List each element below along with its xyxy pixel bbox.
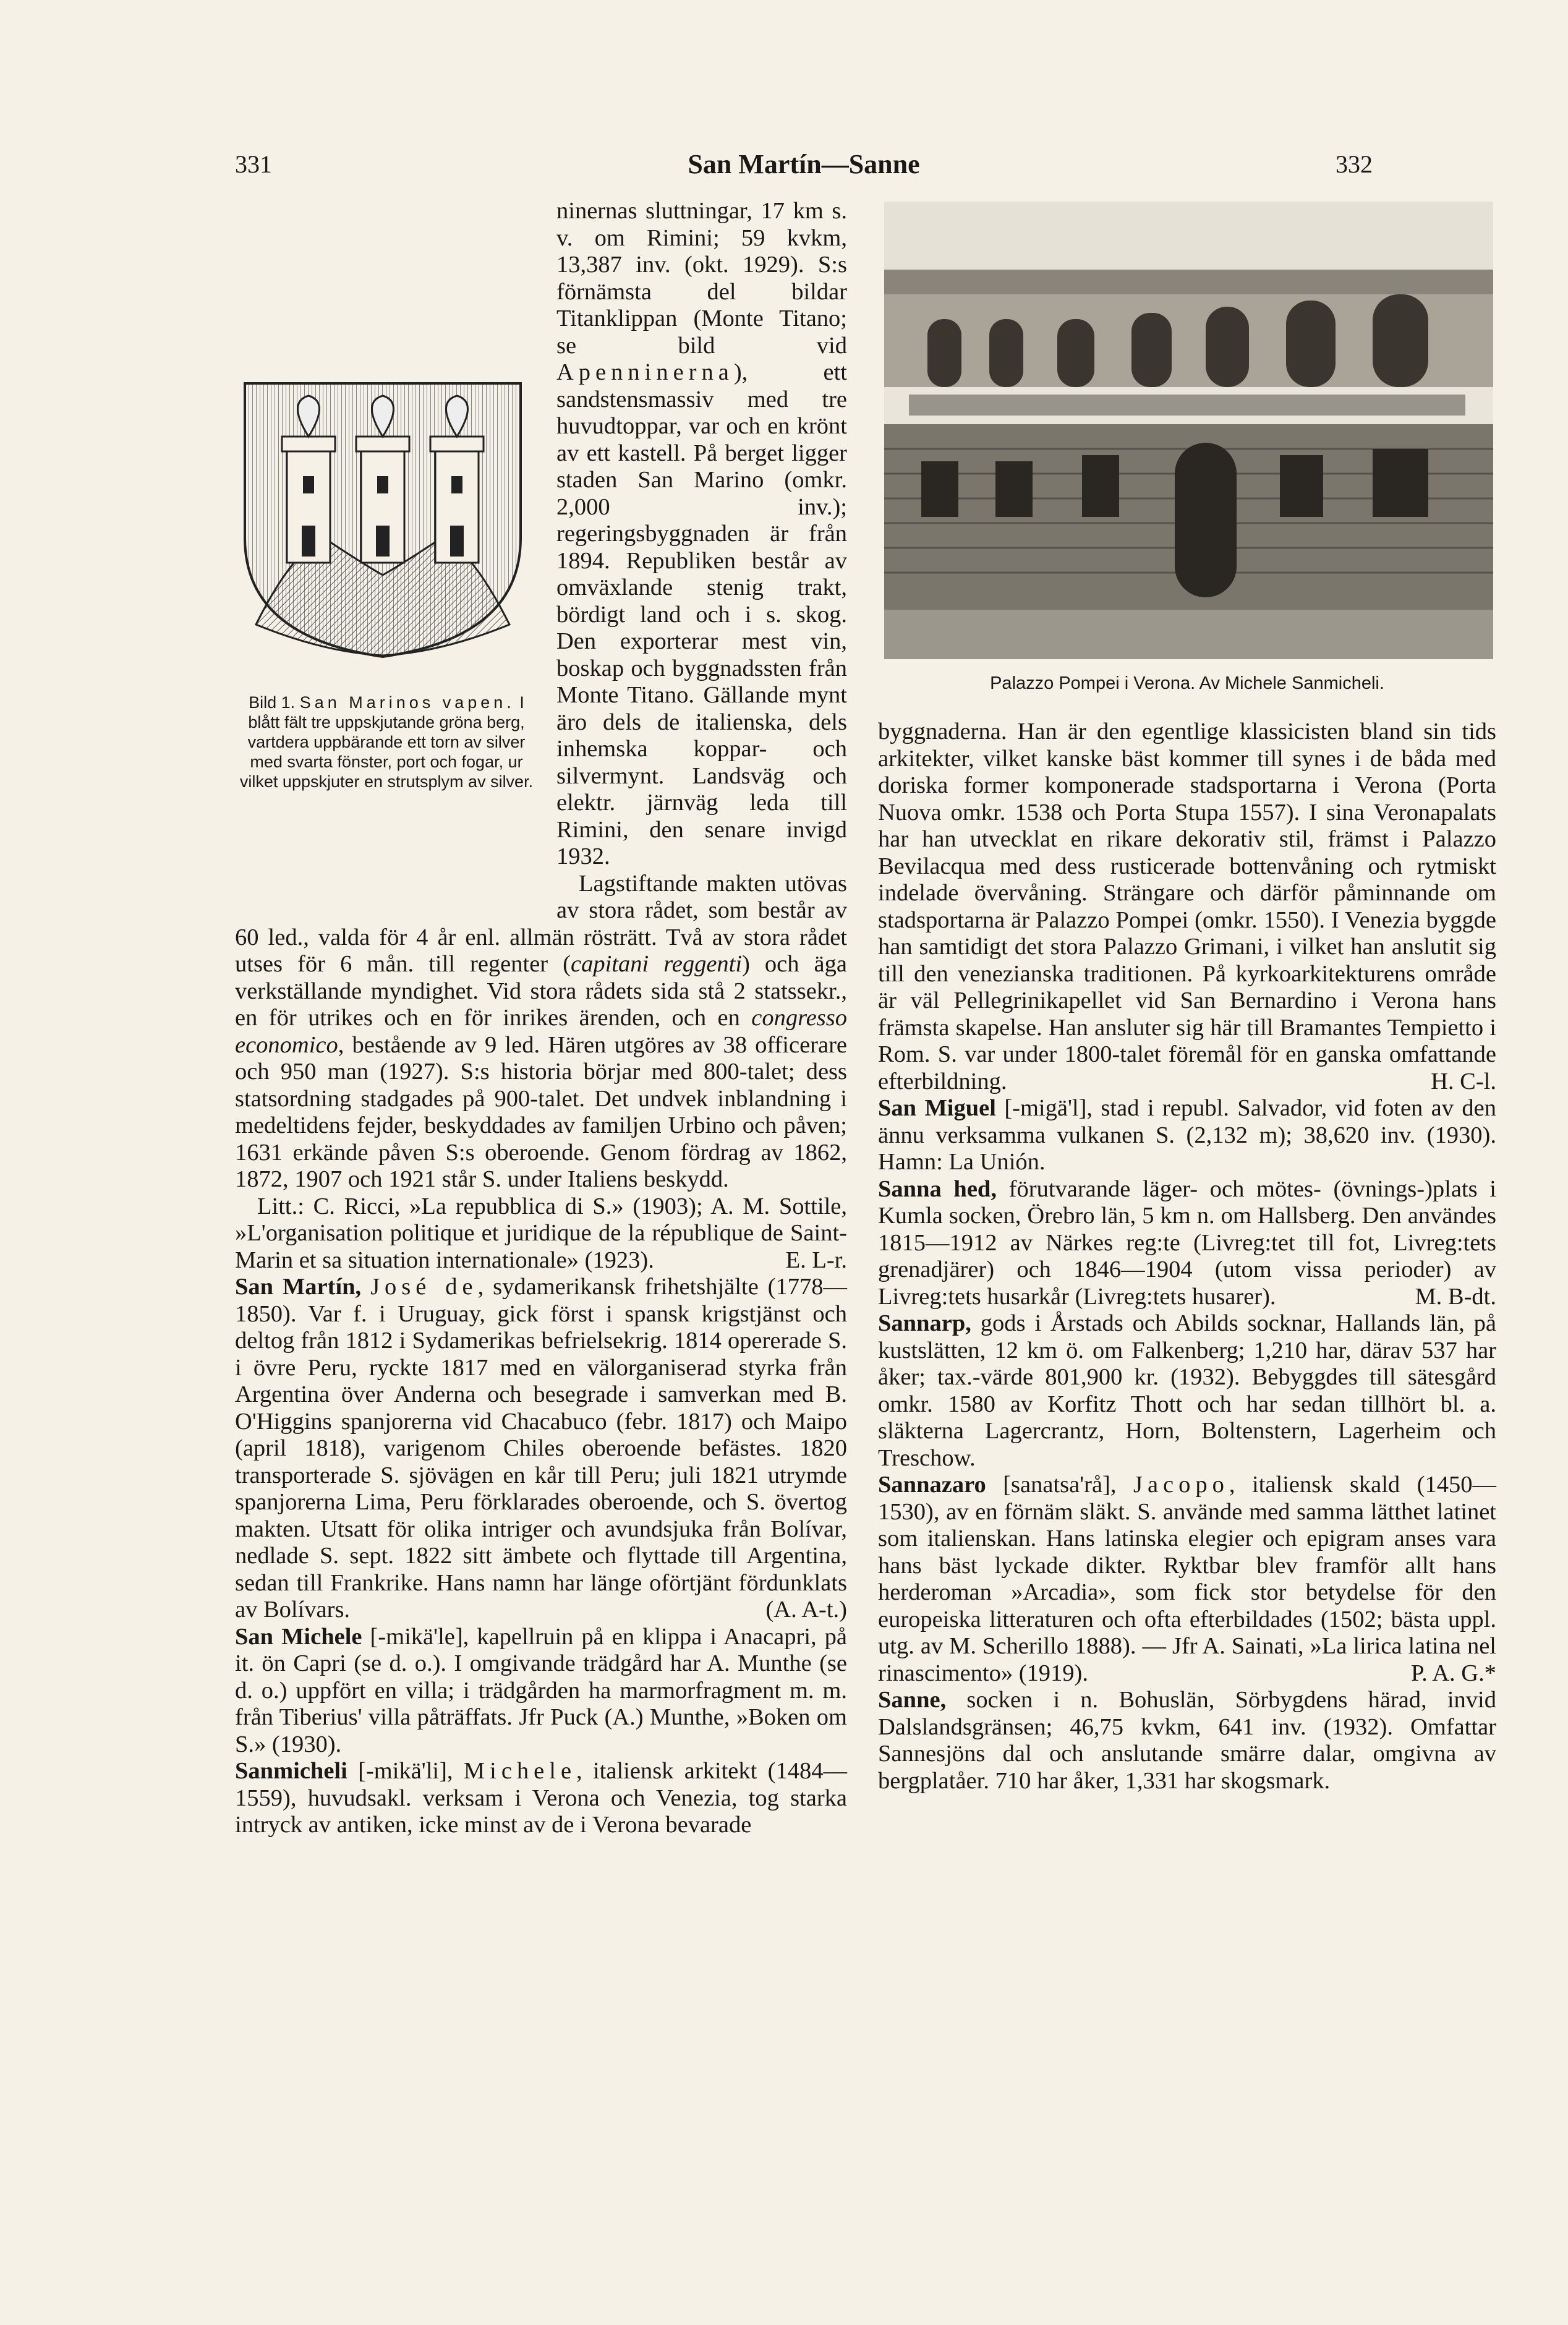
entry-title: Sanna hed, (878, 1175, 997, 1202)
entry-title: Sanne, (878, 1687, 947, 1713)
coat-of-arms-figure (235, 198, 544, 915)
page-number-right: 332 (1336, 150, 1373, 178)
entry-title: San Martín, (235, 1274, 362, 1300)
figure-title: San Marinos vapen. (299, 693, 515, 712)
entry-title: Sannarp, (878, 1310, 971, 1336)
san-marino-intro: ninernas sluttningar, 17 km s. v. om Rimini; 59 kvkm, 13,387 inv. (okt. 1929). S:s förnämsta del bildar Titanklippan (Monte Titano; se bild vid Apenninerna), ett sandstensmassiv med tre huvudtoppar, var och en krönt av ett kastell. På berget ligger staden San Marino (omkr. 2,000 inv.); regeringsbyggnaden är från 1894. Republiken består av omväxlande stenig trakt, bördigt land och i s. skog. Den exporterar mest vin, boskap och byggnadssten från Monte Titano. Gällande mynt äro dels de italienska, dels inhemska koppar- och silvermynt. Landsväg och elektr. järnväg leda till Rimini, den senare invigd 1932. (556, 198, 847, 869)
entry-sanna-hed: Sanna hed, förutvarande läger- och mötes- (övnings-)plats i Kumla socken, Örebro län, 5 km n. om Hallsberg. Den användes 1815—1912 av Närkes reg:te (Livreg:tet till fot, Livreg:tets grenadjärer) och 1846—1904 (utom vissa perioder) av Livreg:tets husarkår (Livreg:tets husarer). M. B-dt. (878, 1175, 1497, 1310)
coat-of-arms-caption (235, 693, 538, 791)
entry-sanmicheli: Sanmicheli [-mikä'li], Michele, italiensk arkitekt (1484—1559), huvudsakl. verksam i Verona och Venezia, tog starka intryck av antiken, icke minst av de i Verona bevarade (235, 1758, 847, 1838)
page-title: San Martín—Sanne (688, 149, 920, 179)
entry-title: San Miguel (878, 1095, 996, 1121)
coat-of-arms-image (237, 377, 528, 662)
palazzo-figure (878, 198, 1496, 705)
signature: H. C-l. (1431, 1068, 1496, 1094)
signature: (A. A-t.) (765, 1597, 847, 1623)
left-column (235, 198, 847, 1839)
photo-caption: Palazzo Pompei i Verona. Av Michele Sanmicheli. (990, 673, 1384, 693)
signature: E. L-r. (785, 1247, 847, 1273)
entry-san-martin: San Martín, José de, sydamerikansk frihetshjälte (1778—1850). Var f. i Uruguay, gick först i spansk krigstjänst och deltog från 1812 i Sydamerikas befrielsekrig. 1814 opererade S. i övre Peru, ryckte 1817 med en välorganiserad styrka från Argentina över Anderna och besegrade i samverkan med B. O'Higgins spanjorerna vid Chacabuco (febr. 1817) och Maipo (april 1818), varigenom Chiles oberoende befästes. 1820 transporterade S. sjövägen en kår till Peru; juli 1821 utrymde spanjorerna Lima, Peru förklarades oberoende, och S. övertog makten. Utsatt för olika intriger och avundsjuka från Bolívar, nedlade S. sept. 1822 sitt ämbete och flyttade till Argentina, sedan till Frankrike. Hans namn har länge oförtjänt fördunklats av Bolívars. (A. A-t.) (235, 1274, 848, 1623)
sanmicheli-continued: byggnaderna. Han är den egentlige klassicisten bland sin tids arkitekter, vilket kanske bäst kommer till synes i de båda med doriska former komponerade stadsportarna i Verona (Porta Nuova omkr. 1538 och Porta Stupa 1557). I sina Veronapalats har han utvecklat en rikare dekorativ stil, främst i Palazzo Bevilacqua med dess rusticerade bottenvåning och rytmiskt indelade övervåning. Strängare och därför påminnande om stadsportarna är Palazzo Pompei (omkr. 1550). I Venezia byggde han samtidigt det stora Palazzo Grimani, i vilket han anslutit sig till den venezianska traditionen. På kyrkoarkitekturens område är väl Pellegrinikapellet vid San Bernardino i Verona hans främsta skapelse. Han ansluter sig här till Bramantes Tempietto i Rom. S. var under 1800-talet föremål för en ganska omfattande efterbildning. H. C-l. (878, 719, 1496, 1094)
page-header (235, 143, 1373, 187)
intro-spaced-ref: Apenninerna (556, 359, 734, 385)
entry-title: San Michele (235, 1623, 362, 1650)
san-marino-government: Lagstiftande makten utövas av stora rådet, som består av 60 led., valda för 4 år enl. allmän rösträtt. Två av stora rådet utses för 6 mån. till regenter (capitani reggenti) och äga verkställande myndighet. Vid stora rådets sida stå 2 statssekr., en för utrikes och en för inrikes ärenden, och en congresso economico, bestående av 9 led. Hären utgöres av 38 officerare och 950 man (1927). S:s historia börjar med 800-talet; dess statsordning stadgades på 900-talet. Det undvek inblandning i medeltidens fejder, beskyddades av familjen Urbino och påven; 1631 erkände påven S:s oberoende. Genom fördrag av 1862, 1872, 1907 och 1921 står S. under Italiens beskydd. (235, 870, 847, 1192)
entry-san-miguel: San Miguel [-migä'l], stad i republ. Salvador, vid foten av den ännu verksamma vulkanen S. (2,132 m); 38,620 inv. (1930). Hamn: La Unión. (878, 1095, 1496, 1175)
entry-sanne: Sanne, socken i n. Bohuslän, Sörbygdens härad, invid Dalslandsgränsen; 46,75 kvkm, 641 inv. (1932). Omfattar Sannesjöns dal och anslutande smärre dalar, omgivna av bergplatåer. 710 har åker, 1,331 har skogsmark. (878, 1687, 1496, 1794)
entry-san-michele: San Michele [-mikä'le], kapellruin på en klippa i Anacapri, på it. ön Capri (se d. o.). I omgivande trädgård har A. Munthe (se d. o.) uppfört en villa; i trädgården ha marmorfragment m. m. från Tiberius' villa påträffats. Jfr Puck (A.) Munthe, »Boken om S.» (1930). (235, 1623, 848, 1757)
signature: M. B-dt. (1415, 1283, 1496, 1310)
right-column (878, 198, 1496, 1794)
entry-sannarp: Sannarp, gods i Årstads och Abilds socknar, Hallands län, på kustslätten, 12 km ö. om Falkenberg; 1,210 har, därav 537 har åker; tax.-värde 801,900 kr. (1932). Bebyggdes till sätesgård omkr. 1580 av Korfitz Thott och har sedan tillhört bl. a. släkterna Lagercrantz, Horn, Boltenstern, Lagerheim och Treschow. (878, 1310, 1496, 1471)
san-marino-literature: Litt.: C. Ricci, »La repubblica di S.» (1903); A. M. Sottile, »L'organisation politique et juridique de la république de Saint-Marin et sa situation internationale» (1923). E. L-r. (235, 1193, 847, 1273)
page-number-left: 331 (235, 150, 272, 178)
figure-label: Bild 1. (249, 693, 296, 712)
entry-title: Sanmicheli (235, 1758, 347, 1784)
palazzo-pompei-photo (884, 202, 1493, 659)
entry-sannazaro: Sannazaro [sanatsa'rå], Jacopo, italiensk skald (1450—1530), av en förnäm släkt. S. använde med samma lätthet latinet som italienskan. Hans latinska elegier och epigram anses vara hans bäst lyckade dikter. Ryktbar blev framför allt hans herderoman »Arcadia», som fick stor betydelse för den europeiska litteraturen och ofta efterbildades (1502; bästa uppl. utg. av M. Scherillo 1888). — Jfr A. Sainati, »La lirica latina nel rinascimento» (1919). P. A. G.* (878, 1472, 1496, 1686)
entry-title: Sannazaro (878, 1472, 986, 1498)
signature: P. A. G.* (1410, 1660, 1496, 1686)
figure-caption-text: I blått fält tre uppskjutande gröna berg, vartdera uppbärande ett torn av silver med svarta fönster, port och fogar, ur vilket uppskjuter en strutsplym av silver. (239, 693, 534, 791)
